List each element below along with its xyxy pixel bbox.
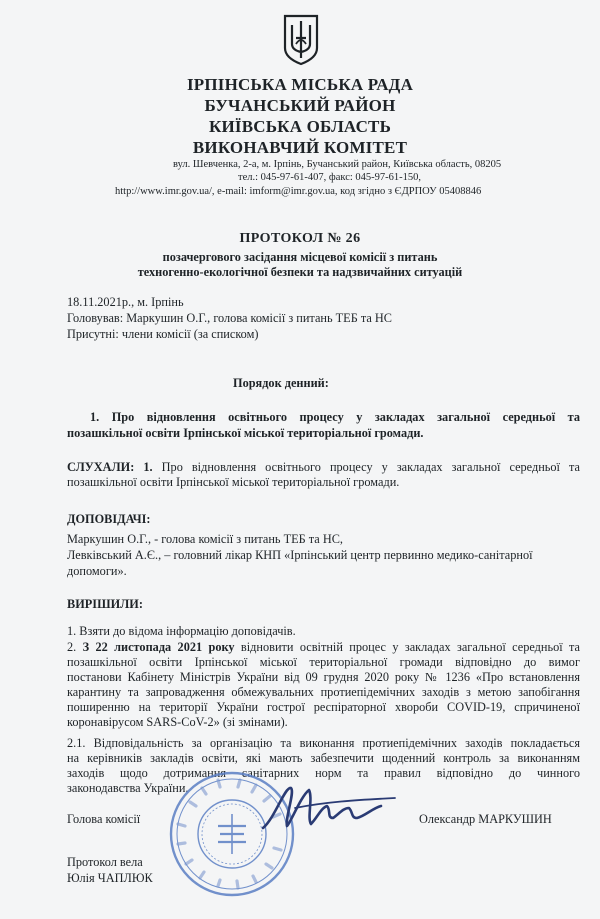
decided-label: ВИРІШИЛИ: — [67, 597, 143, 611]
decision-2-number: 2. — [67, 640, 83, 654]
decision-2-1-line4: законодавства України. — [67, 781, 189, 795]
handwritten-signature — [255, 778, 405, 838]
agenda-item-line2: позашкільної освіти Ірпінської міської територіальної громади. — [67, 426, 424, 440]
secretary-label: Протокол вела — [67, 855, 143, 869]
region-name: КИЇВСЬКА ОБЛАСТЬ — [208, 117, 392, 136]
decision-2-line4: карантину та запровадження обмежувальних протиепідемічних заходів з метою запобігання — [67, 685, 580, 699]
web-line: http://www.imr.gov.ua/, e-mail: imform@imr.gov.ua, код згідно з ЄДРПОУ 05408846 — [115, 186, 482, 197]
speakers-label: ДОПОВІДАЧІ: — [67, 512, 151, 526]
secretary-name: Юлія ЧАПЛЮК — [67, 871, 153, 885]
date-place: 18.11.2021р., м. Ірпінь — [67, 295, 184, 309]
decision-1: 1. Взяти до відома інформацію доповідачів. — [67, 624, 296, 638]
listened-number: 1. — [134, 460, 153, 474]
decision-2-line6: коронавірусом SARS-CoV-2» (зі змінами). — [67, 715, 288, 729]
listened-label: СЛУХАЛИ: — [67, 460, 135, 474]
decision-2-1-line2: на керівників закладів освіти, які мають забезпечити щоденний контроль за виконанням — [67, 751, 580, 765]
committee-name: ВИКОНАВЧИЙ КОМІТЕТ — [192, 138, 408, 157]
trident-coat-of-arms-icon — [283, 14, 319, 66]
protocol-subtitle-2: техногенно-екологічної безпеки та надзвичайних ситуацій — [137, 265, 463, 279]
speaker-2-cont: допомоги». — [67, 564, 127, 578]
listened-line2: позашкільної освіти Ірпінської міської територіальної громади. — [67, 475, 400, 489]
decision-2-line3: постанови Кабінету Міністрів України від 09 грудня 2020 року № 1236 «Про встановлення — [67, 670, 580, 684]
protocol-title: ПРОТОКОЛ № 26 — [239, 231, 361, 246]
decision-2-1-line1: 2.1. Відповідальність за організацію та виконання протиепідемічних заходів покладається — [67, 736, 580, 750]
phone-line: тел.: 045-97-61-407, факс: 045-97-61-150, — [238, 172, 422, 183]
council-name: ІРПІНСЬКА МІСЬКА РАДА — [186, 75, 414, 94]
speaker-1: Маркушин О.Г., - голова комісії з питань ТЕБ та НС, — [67, 532, 343, 546]
decision-2 — [67, 640, 580, 730]
decision-2-line2: позашкільної освіти Ірпінської міської територіальної громади відповідно до вимог — [67, 655, 580, 669]
agenda-heading: Порядок денний: — [233, 376, 329, 390]
listened-line1: Про відновлення освітнього процесу у закладах загальної середньої та — [152, 460, 580, 474]
decision-2-line1: відновити освітній процес у закладах загальної середньої та — [234, 640, 581, 654]
present-line: Присутні: члени комісії (за списком) — [67, 327, 259, 341]
head-name: Олександр МАРКУШИН — [419, 812, 552, 826]
listened-block — [67, 460, 580, 490]
agenda-item-line1: 1. Про відновлення освітнього процесу у закладах загальної середньої та — [90, 410, 580, 424]
chair-line: Головував: Маркушин О.Г., голова комісії з питань ТЕБ та НС — [67, 311, 392, 325]
district-name: БУЧАНСЬКИЙ РАЙОН — [204, 96, 396, 115]
decision-2-date: З 22 листопада 2021 року — [82, 640, 235, 654]
address-line: вул. Шевченка, 2-а, м. Ірпінь, Бучанський район, Київська область, 08205 — [173, 159, 502, 170]
decision-2-1-line3: заходів щодо дотримання санітарних норм та правил відповідно до чинного — [67, 766, 580, 780]
protocol-subtitle-1: позачергового засідання місцевої комісії з питань — [162, 250, 438, 264]
decision-2-line5: поширенню на території України гострої респіраторної хвороби COVID-19, спричиненої — [67, 700, 580, 714]
speaker-2: Левківський А.Є., – головний лікар КНП «Ірпінський центр первинно медико-санітарної — [67, 548, 533, 562]
head-label: Голова комісії — [67, 812, 141, 826]
